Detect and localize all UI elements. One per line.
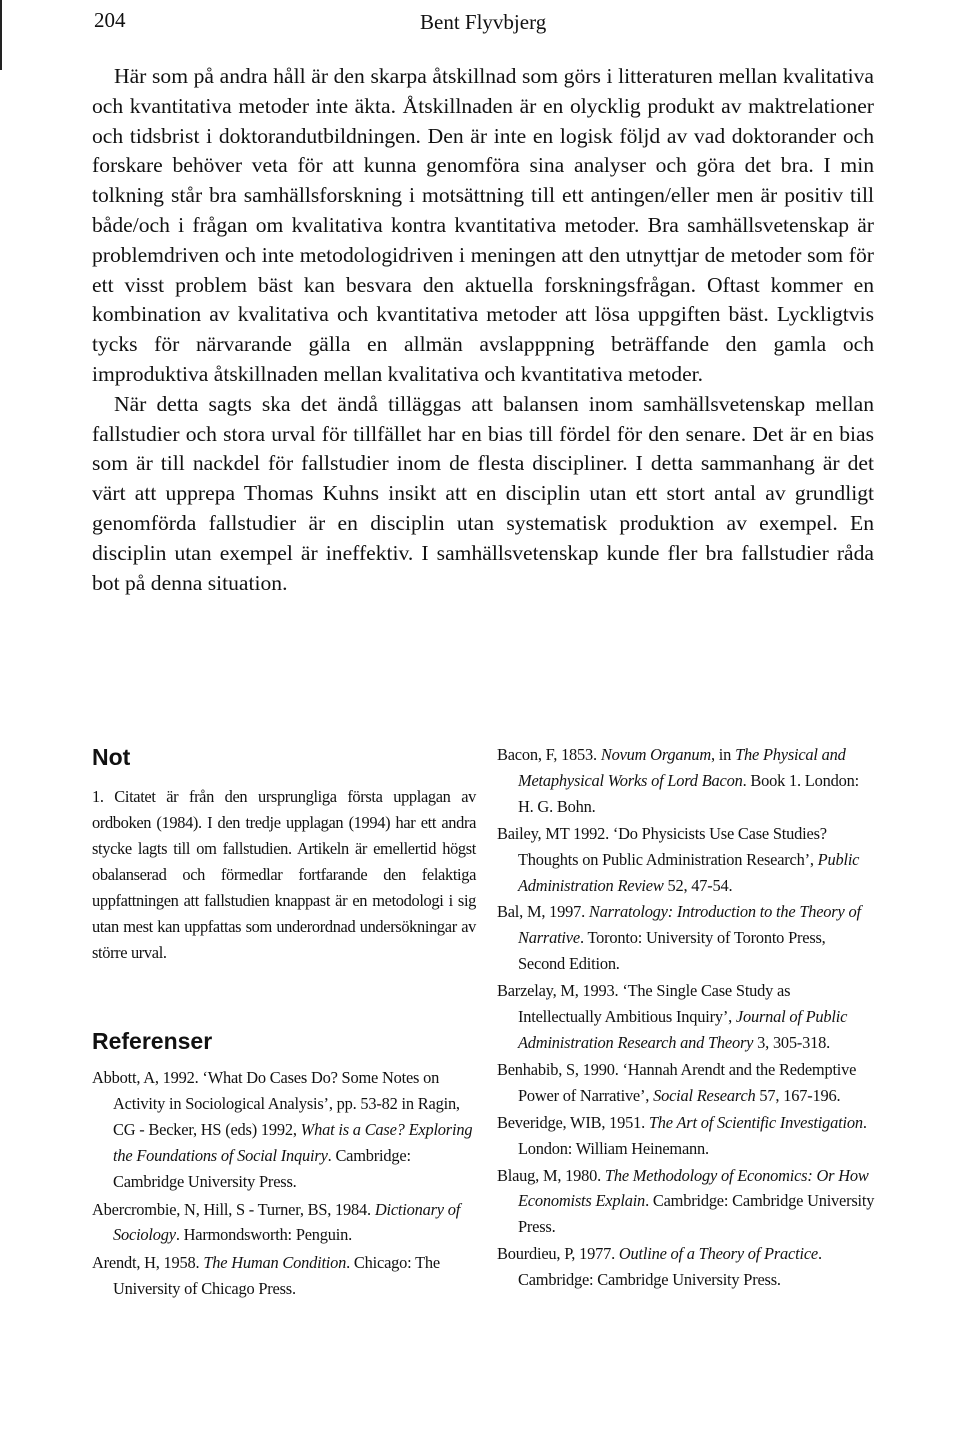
left-column — [92, 742, 476, 1304]
reference-entry: Bourdieu, P, 1977. Outline of a Theory of Practice. Cambridge: Cambridge University Press. — [497, 1244, 822, 1290]
reference-entry: Abbott, A, 1992. ‘What Do Cases Do? Some Notes on Activity in Sociological Analysis’, pp. 53-82 in Ragin, CG - Becker, HS (eds) 1992, What is a Case? Exploring the Foundations of Social Inquiry. Cambridge: Cambridge University Press. — [92, 1068, 473, 1191]
reference-entry: Blaug, M, 1980. The Methodology of Economics: Or How Economists Explain. Cambridge: Cambridge University Press. — [497, 1165, 875, 1237]
right-column — [497, 742, 875, 1294]
reference-entry: Beveridge, WIB, 1951. The Art of Scientific Investigation. London: William Heinemann. — [497, 1112, 867, 1158]
reference-entry: Arendt, H, 1958. The Human Condition. Chicago: The University of Chicago Press. — [92, 1253, 440, 1299]
references-heading: Referenser — [92, 1028, 213, 1054]
reference-entry: Bal, M, 1997. Narratology: Introduction to the Theory of Narrative. Toronto: University of Toronto Press, Second Edition. — [497, 902, 861, 974]
reference-entry: Abercrombie, N, Hill, S - Turner, BS, 1984. Dictionary of Sociology. Harmondsworth: Penguin. — [92, 1199, 461, 1245]
reference-entry: Bacon, F, 1853. Novum Organum, in The Physical and Metaphysical Works of Lord Bacon. Book 1. London: H. G. Bohn. — [497, 745, 859, 816]
page-header — [0, 6, 960, 38]
reference-entry: Barzelay, M, 1993. ‘The Single Case Study as Intellectually Ambitious Inquiry’, Journal of Public Administration Research and Theory 3, 305-318. — [497, 981, 848, 1052]
reference-entry: Bailey, MT 1992. ‘Do Physicists Use Case Studies? Thoughts on Public Administration Research’, Public Administration Review 52, 47-54. — [497, 823, 860, 895]
body-paragraph: När detta sagts ska det ändå tilläggas att balansen inom samhällsvetenskap mellan fallstudier och stora urval för tillfället har en bias till fördel för den senare. Det är en bias som är till nackdel för fallstudier inom de flesta discipliner. I detta sammanhang är det värt att upprepa Thomas Kuhns insikt att en disciplin utan ett stort antal av grundligt genomförda fallstudier är en disciplin utan systematisk produktion av exempel. En disciplin utan exempel är ineffektiv. I samhällsvetenskap kunde fler bra fallstudier råda bot på denna situation. — [92, 391, 874, 595]
running-head: Bent Flyvbjerg — [420, 10, 547, 34]
body-paragraph: Här som på andra håll är den skarpa åtskillnad som görs i litteraturen mellan kvalitativa och kvantitativa metoder inte äkta. Åtskillnaden är en olycklig produkt av maktrelationer och tidsbrist i doktorandutbildningen. Den är inte en logisk följd av vad doktorander och forskare behöver veta för att kunna genomföra sina analyser och göra det bra. I min tolkning står bra samhällsforskning i motsättning till ett antingen/eller men är positiv till både/och i frågan om kvalitativa kontra kvantitativa metoder. Bra samhällsvetenskap är problemdriven och inte metodologidriven i meningen att den utnyttjar de metoder som för ett visst problem bäst kan besvara den aktuella forskningsfrågan. Oftast kommer en kombination av kvalitativa och kvantitativa metoder att lösa uppgiften bäst. Lyckligtvis tycks för närvarande gälla en allmän avslapppning beträffande den gamla och improduktiva åtskillnaden mellan kvalitativa och kvantitativa metoder. — [92, 64, 874, 386]
body-text — [92, 62, 874, 598]
page-number: 204 — [94, 8, 126, 32]
notes-heading: Not — [92, 744, 131, 770]
footnote: 1. Citatet är från den ursprungliga första upplagan av ordboken (1984). I den tredje upplagan (1994) har ett andra stycke lagts till om fallstudien. Artikeln är emellertid högst obalanserad och förmedlar fortfarande den felaktiga uppfattningen att fallstudien knappast är en metodologi i sig utan mest kan uppfattas som underordnad undersökningar av större urval. — [92, 787, 476, 962]
reference-entry: Benhabib, S, 1990. ‘Hannah Arendt and the Redemptive Power of Narrative’, Social Research 57, 167-196. — [497, 1059, 857, 1105]
